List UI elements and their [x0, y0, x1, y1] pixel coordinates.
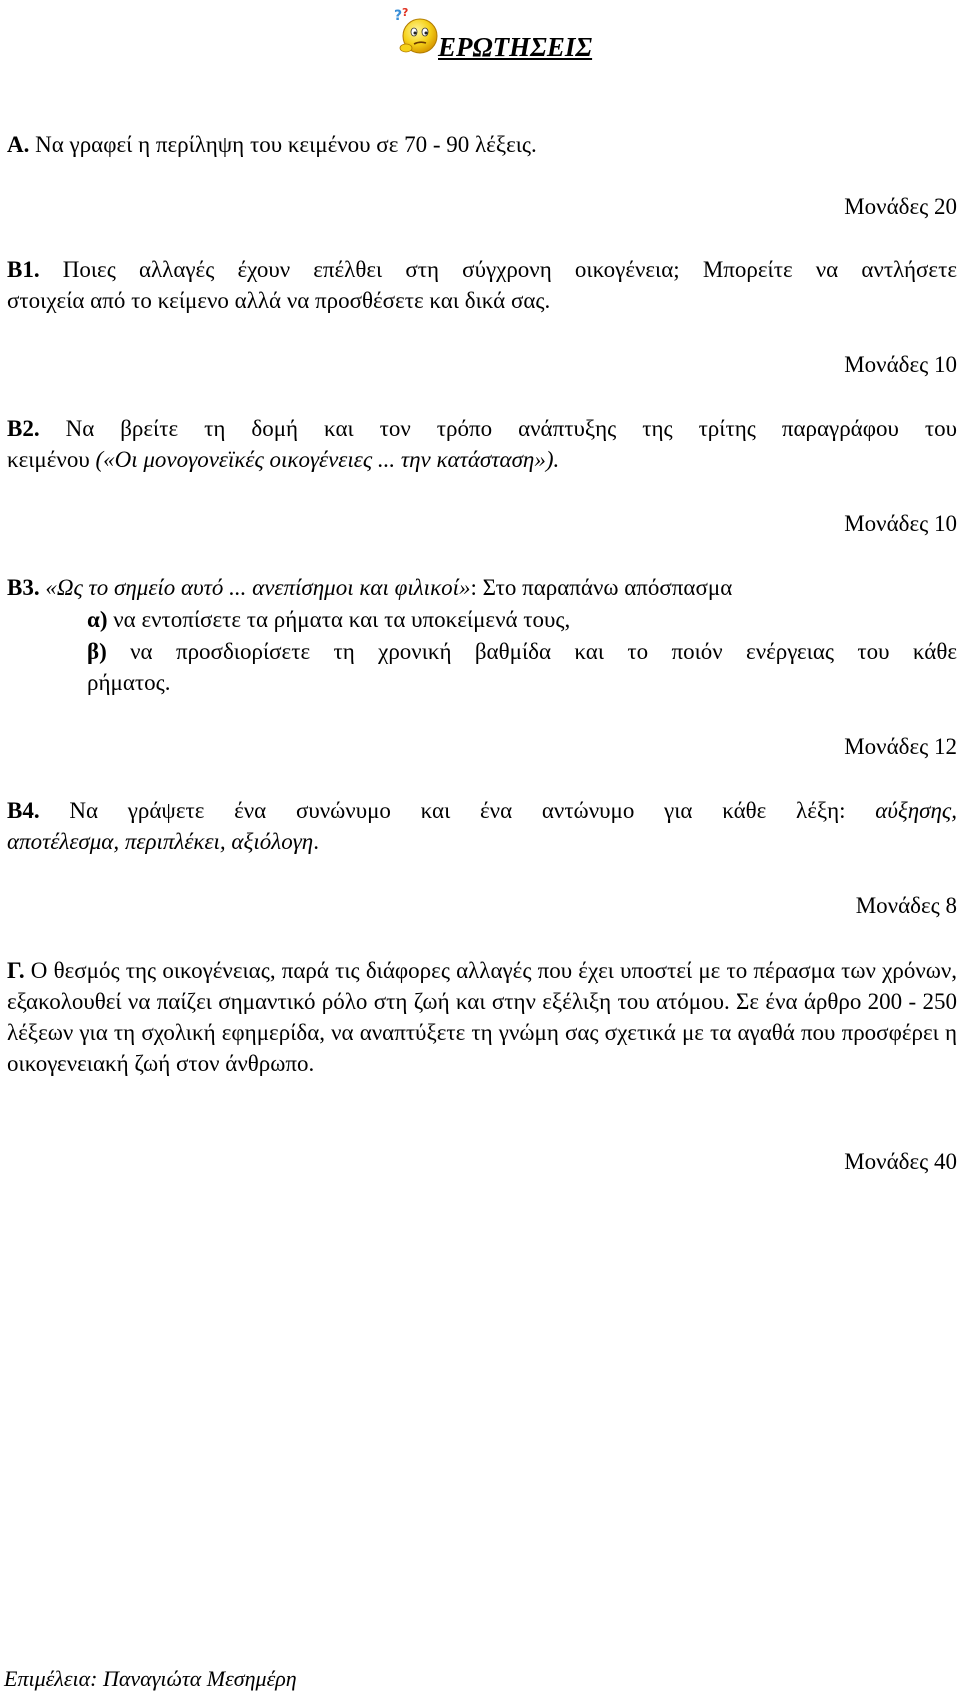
question-b4-line1: Β4. Να γράψετε ένα συνώνυμο και ένα αντώνυμο για κάθε λέξη: αύξησης,	[7, 798, 958, 823]
question-b3-item-b: β) να προσδιορίσετε τη χρονική βαθμίδα και το ποιόν ενέργειας του κάθε	[87, 639, 957, 664]
question-b2-line1: Β2. Να βρείτε τη δομή και τον τρόπο ανάπτυξης της τρίτης παραγράφου του	[7, 416, 957, 441]
question-c-label: Γ.	[7, 958, 25, 983]
question-b1-label: Β1.	[7, 257, 40, 282]
question-b3-line1: Β3. «Ως το σημείο αυτό ... ανεπίσημοι και φιλικοί»: Στο παραπάνω απόσπασμα	[7, 575, 733, 600]
question-b2-marks: Μονάδες 10	[844, 511, 957, 536]
question-c-marks: Μονάδες 40	[844, 1149, 957, 1174]
question-b1-marks: Μονάδες 10	[844, 352, 957, 377]
question-a-marks: Μονάδες 20	[844, 194, 957, 219]
question-b4-label: Β4.	[7, 798, 40, 823]
question-b1-line1: Β1. Ποιες αλλαγές έχουν επέλθει στη σύγχρονη οικογένεια; Μπορείτε να αντλήσετε	[7, 257, 957, 282]
thinking-face-question-icon	[392, 6, 442, 64]
question-b3-item-b-line2: ρήματος.	[87, 670, 171, 695]
question-a	[7, 131, 537, 159]
page-title: ΕΡΩΤΗΣΕΙΣ	[438, 32, 593, 62]
question-c	[7, 955, 957, 1079]
question-a-text: Να γραφεί η περίληψη του κειμένου σε 70 - 90 λέξεις.	[35, 132, 537, 157]
svg-text:?: ?	[394, 8, 403, 24]
question-c-text: Ο θεσμός της οικογένειας, παρά τις διάφορες αλλαγές που έχει υποστεί με το πέρασμα των χρόνων, εξακολουθεί να παίζει σημαντικό ρόλο στη ζωή και στην εξέλιξη του ατόμου. Σε ένα άρθρο 200 - 250 λέξεων για τη σχολική εφημερίδα, να αναπτύξετε τη γνώμη σας σχετικά με τα αγαθά που προσφέρει η οικογενειακή ζωή στον άνθρωπο.	[7, 958, 958, 1076]
header-icon	[392, 6, 442, 64]
question-b4-line2: αποτέλεσμα, περιπλέκει, αξιόλογη.	[7, 829, 319, 854]
question-b4-marks: Μονάδες 8	[855, 893, 957, 918]
question-b3-marks: Μονάδες 12	[844, 734, 957, 759]
question-a-label: Α.	[7, 132, 30, 157]
question-b2-line2: κειμένου («Οι μονογονεϊκές οικογένειες ... την κατάσταση»).	[7, 447, 560, 472]
svg-text:?: ?	[402, 6, 409, 19]
footer-credit: Επιμέλεια: Παναγιώτα Μεσημέρη	[4, 1666, 297, 1691]
question-b3-item-a: α) να εντοπίσετε τα ρήματα και τα υποκείμενά τους,	[87, 607, 571, 632]
question-b1-line2: στοιχεία από το κείμενο αλλά να προσθέσετε και δικά σας.	[7, 288, 551, 313]
question-b2-label: Β2.	[7, 416, 40, 441]
question-b3-label: Β3.	[7, 575, 40, 600]
